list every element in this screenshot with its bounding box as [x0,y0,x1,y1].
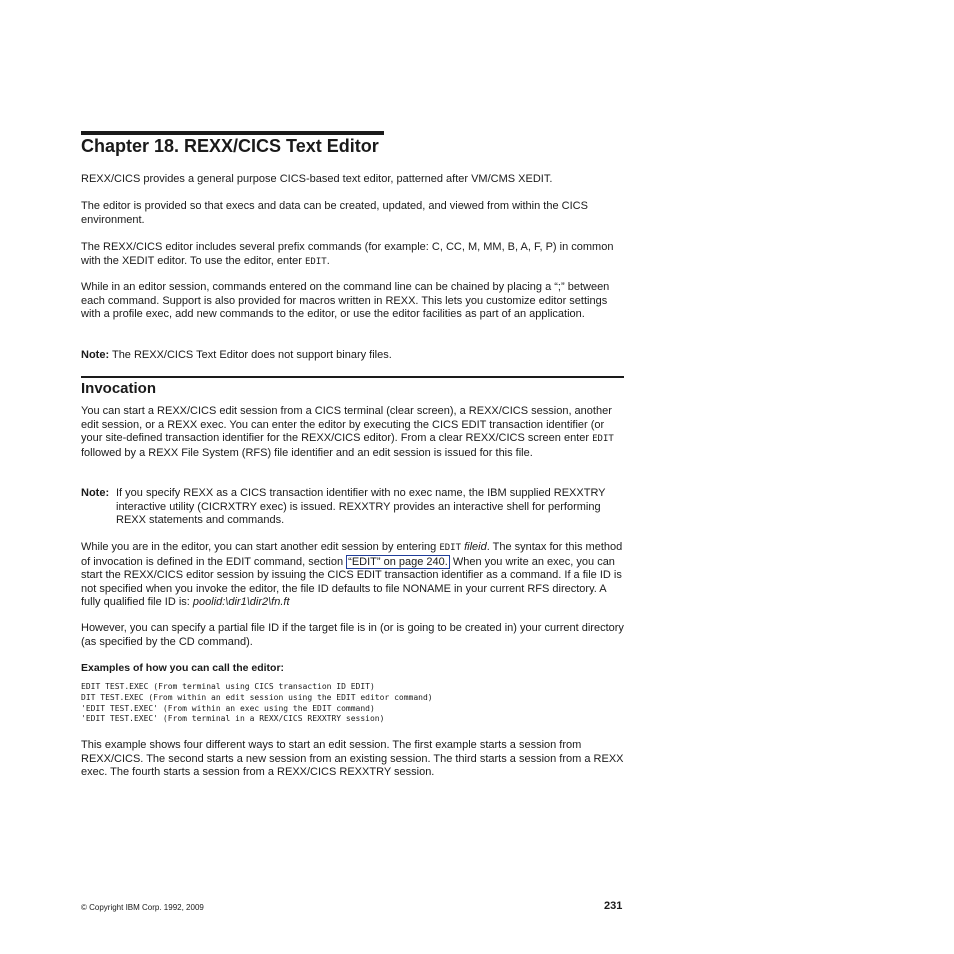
intro-paragraph-1: REXX/CICS provides a general purpose CICS-based text editor, patterned after VM/CMS XEDIT. [81,173,553,185]
invocation-paragraph-2 [81,541,626,610]
code-line: DIT TEST.EXEC (From within an edit session using the EDIT editor command) [81,692,433,702]
invocation-paragraph-3: However, you can specify a partial file ID if the target file is in (or is going to be created in) your current directory (as specified by the CD command). [81,622,624,648]
invocation-paragraph-4: This example shows four different ways to start an edit session. The first example starts a session from REXX/CICS. The second starts a new session from an existing session. The third starts a session from a REXX exec. The fourth starts a session from a REXX/CICS REXXTRY session. [81,739,624,779]
invocation-paragraph-1-text: You can start a REXX/CICS edit session from a CICS terminal (clear screen), a REXX/CICS session, another edit session, or a REXX exec. You can enter the editor by executing the CICS EDIT transaction identifier (or your site-defined transaction identifier for the REXX/CICS editor). From a clear REXX/CICS screen enter [81,405,612,445]
invocation-note [81,487,626,528]
intro-paragraph-3-end: . [326,254,330,267]
code-line: 'EDIT TEST.EXEC' (From within an exec using the EDIT command) [81,703,375,713]
edit-page-link[interactable]: “EDIT” on page 240. [348,555,448,568]
note-text: If you specify REXX as a CICS transaction identifier with no exec name, the IBM supplied REXXTRY interactive utility (CICRXTRY exec) is issued. REXXTRY provides an interactive shell for performing REXX statements and commands. [116,487,606,527]
footer-copyright: © Copyright IBM Corp. 1992, 2009 [81,903,204,912]
examples-heading: Examples of how you can call the editor: [81,662,285,674]
fileid-term: fileid [464,541,487,553]
code-line: EDIT TEST.EXEC (From terminal using CICS transaction ID EDIT) [81,682,375,691]
intro-paragraph-4: While in an editor session, commands entered on the command line can be chained by placing a “;” between each command. Support is also provided for macros written in REXX. This lets you customize editor settings with a profile exec, add new commands to the editor, or use the editor facilities as part of an application. [81,281,610,321]
note-label: Note: [81,349,110,361]
code-example-block [81,682,433,725]
invocation-paragraph-2-mid: . The syntax for this method of invocation is defined in the EDIT command, section [81,541,623,568]
chapter-title-rule [81,131,384,135]
section-title-invocation: Invocation [81,380,157,397]
edit-command-code: EDIT [592,434,614,445]
invocation-paragraph-1 [81,405,626,460]
note-text: The REXX/CICS Text Editor does not support binary files. [111,349,392,361]
invocation-paragraph-1-end: followed by a REXX File System (RFS) file identifier and an edit session is issued for this file. [81,446,533,459]
edit-command-code: EDIT [439,543,462,553]
section-title-rule [81,376,624,378]
chapter-title: Chapter 18. REXX/CICS Text Editor [81,136,379,156]
intro-paragraph-2: The editor is provided so that execs and data can be created, updated, and viewed from within the CICS environment. [81,200,588,226]
edit-command-code: EDIT [305,256,327,267]
intro-paragraph-3 [81,241,626,269]
intro-note [81,349,626,363]
intro-paragraph-3-text: The REXX/CICS editor includes several prefix commands (for example: C, CC, M, MM, B, A, F, P) in common with the XEDIT editor. To use the editor, enter [81,241,614,267]
note-label: Note: [81,487,110,499]
page-number: 231 [604,900,623,912]
invocation-paragraph-2-tail: When you write an exec, you can start the REXX/CICS editor session by issuing the CICS EDIT transaction identifier as a command. If a file ID is not specified when you invoke the editor, the file ID defaults to file NONAME in your current RFS directory. A fully qualified file ID is: [81,555,622,609]
code-line: 'EDIT TEST.EXEC' (From terminal in a REXX/CICS REXXTRY session) [81,714,385,724]
invocation-paragraph-2-text: While you are in the editor, you can start another edit session by entering [81,541,440,553]
qualified-fileid-path: poolid:\dir1\dir2\fn.ft [192,596,290,609]
